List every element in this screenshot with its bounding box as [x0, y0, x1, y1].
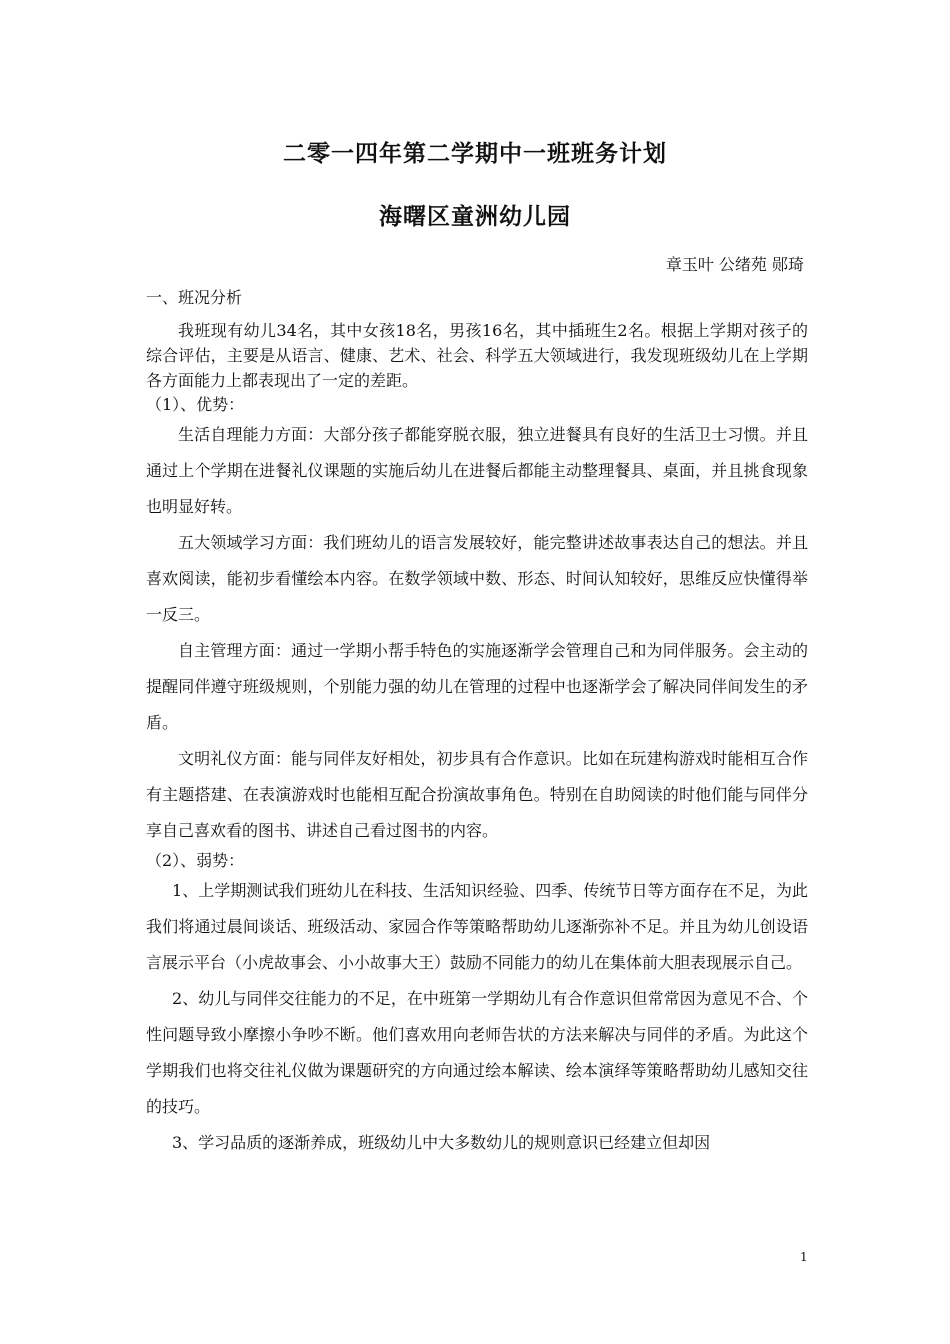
strength-paragraph: 生活自理能力方面：大部分孩子都能穿脱衣服，独立进餐具有良好的生活卫士习惯。并且通过上个学期在进餐礼仪课题的实施后幼儿在进餐后都能主动整理餐具、桌面，并且挑食现象也明显好转。: [146, 425, 808, 516]
authors: 章玉叶 公绪苑 郧琦: [665, 255, 804, 274]
strength-paragraph: 自主管理方面：通过一学期小帮手特色的实施逐渐学会管理自己和为同伴服务。会主动的提醒同伴遵守班级规则，个别能力强的幼儿在管理的过程中也逐渐学会了解决同伴间发生的矛盾。: [146, 641, 808, 732]
strength-paragraph: 文明礼仪方面：能与同伴友好相处，初步具有合作意识。比如在玩建构游戏时能相互合作有主题搭建、在表演游戏时也能相互配合扮演故事角色。特别在自助阅读的时他们能与同伴分享自己喜欢看的图书、讲述自己看过图书的内容。: [146, 749, 808, 840]
strengths-heading: （1）、优势：: [146, 395, 245, 414]
strength-paragraph: 五大领域学习方面：我们班幼儿的语言发展较好，能完整讲述故事表达自己的想法。并且喜欢阅读，能初步看懂绘本内容。在数学领域中数、形态、时间认知较好，思维反应快懂得举一反三。: [146, 533, 808, 624]
weakness-item: 3、学习品质的逐渐养成，班级幼儿中大多数幼儿的规则意识已经建立但却因: [172, 1133, 711, 1152]
intro-paragraph: 我班现有幼儿34名，其中女孩18名，男孩16名，其中插班生2名。根据上学期对孩子的综合评估，主要是从语言、健康、艺术、社会、科学五大领域进行，我发现班级幼儿在上学期各方面能力上都表现出了一定的差距。: [146, 321, 808, 390]
weakness-item: 1、上学期测试我们班幼儿在科技、生活知识经验、四季、传统节日等方面存在不足，为此我们将通过晨间谈话、班级活动、家园合作等策略帮助幼儿逐渐弥补不足。并且为幼儿创设语言展示平台（小虎故事会、小小故事大王）鼓励不同能力的幼儿在集体前大胆表现展示自己。: [146, 881, 808, 972]
kindergarten-name: 海曙区童洲幼儿园: [379, 204, 571, 230]
weaknesses-heading: （2）、弱势：: [146, 851, 245, 870]
weakness-item: 2、幼儿与同伴交往能力的不足，在中班第一学期幼儿有合作意识但常常因为意见不合、个性问题导致小摩擦小争吵不断。他们喜欢用向老师告状的方法来解决与同伴的矛盾。为此这个学期我们也将交往礼仪做为课题研究的方向通过绘本解读、绘本演绎等策略帮助幼儿感知交往的技巧。: [146, 989, 808, 1116]
document-title: 二零一四年第二学期中一班班务计划: [283, 141, 667, 167]
document-body: [146, 286, 808, 1161]
section-heading: 一、班况分析: [146, 288, 243, 307]
page-number: 1: [800, 1250, 808, 1264]
